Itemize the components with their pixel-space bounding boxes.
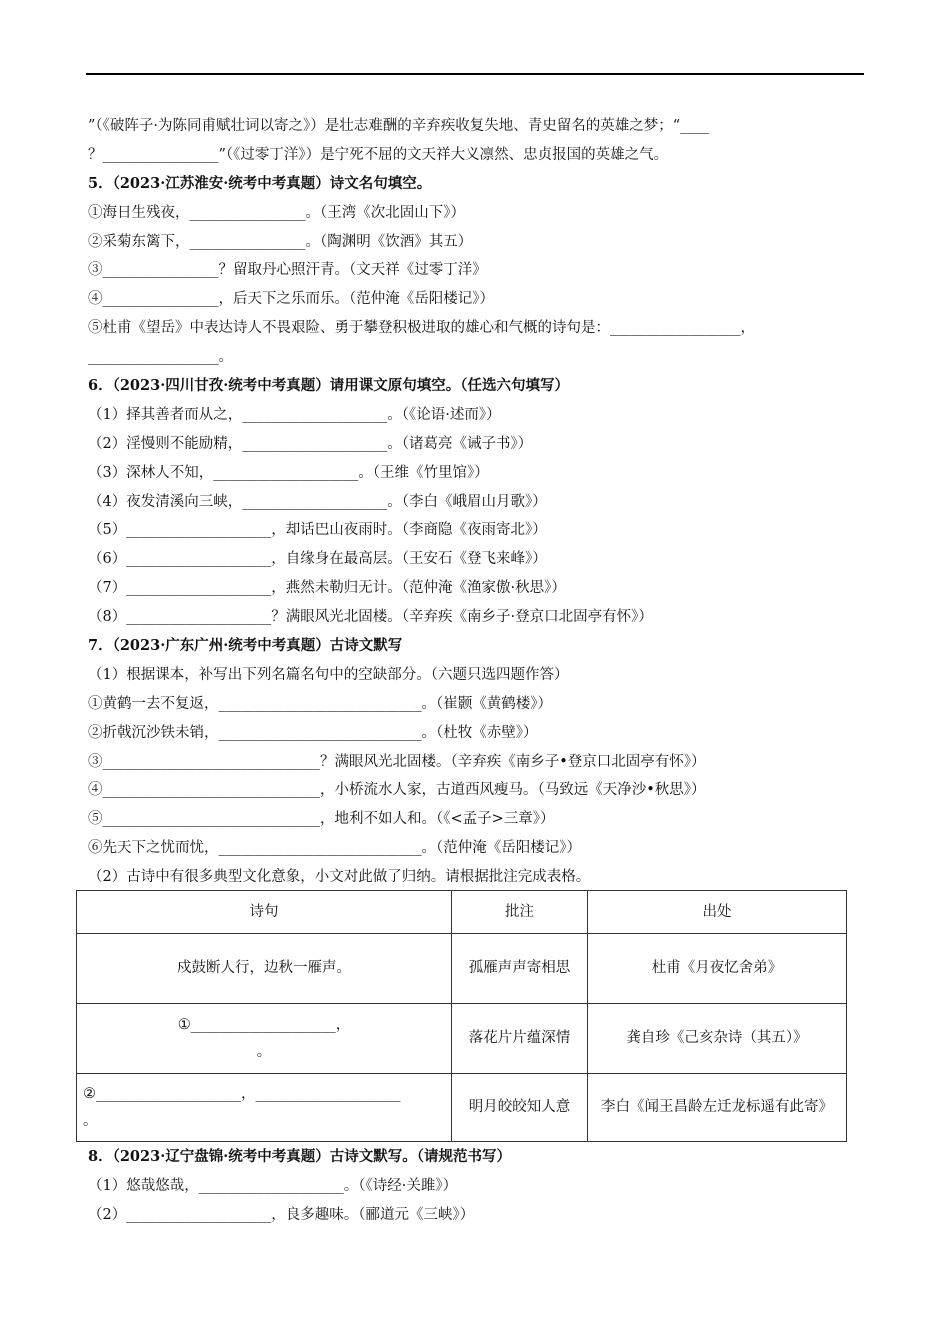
note-cell: 落花片片蕴深情 [452, 1004, 588, 1074]
table-row [77, 1074, 847, 1142]
text-line: （2）____________________，良多趣味。（郦道元《三峡》） [88, 1206, 475, 1223]
text-line: （2）淫慢则不能励精，____________________。（诸葛亮《诫子书》） [88, 435, 533, 452]
text-line: ③________________？留取丹心照汗青。（文天祥《过零丁洋》 [88, 262, 487, 279]
question-heading-7: 7．（2023·广东广州·统考中考真题）古诗文默写 [88, 637, 403, 655]
text-line: ④______________________________，小桥流水人家，古道西风瘦马。（马致远《天净沙•秋思》） [88, 782, 706, 799]
poem-cell [77, 1074, 452, 1142]
table-header: 批注 [452, 891, 588, 934]
text-line: ①黄鹤一去不复返，____________________________。（崔颢《黄鹤楼》） [88, 695, 552, 712]
imagery-table [76, 890, 847, 1142]
question-block-8 [88, 1143, 858, 1230]
text-line: （7）____________________，燕然未勒归无计。（范仲淹《渔家傲·秋思》） [88, 580, 566, 597]
table-header-row [77, 891, 847, 934]
question-heading-5: 5．（2023·江苏淮安·统考中考真题）诗文名句填空。 [88, 174, 432, 192]
header-rule [86, 73, 864, 75]
text-line: __________________。 [88, 349, 233, 366]
text-line: （4）夜发清溪向三峡，____________________。（李白《峨眉山月歌》） [88, 493, 547, 510]
text-line: （8）____________________？满眼风光北固楼。（辛弃疾《南乡子·登京口北固亭有怀》） [88, 609, 653, 626]
text-line: ④________________，后天下之乐而乐。（范仲淹《岳阳楼记》） [88, 291, 494, 308]
note-cell: 明月皎皎知人意 [452, 1074, 588, 1142]
text-line: （3）深林人不知，____________________。（王维《竹里馆》） [88, 464, 489, 481]
text-line: ⑥先天下之忧而忧，____________________________。（范仲淹《岳阳楼记》） [88, 840, 581, 857]
text-line: （2）古诗中有很多典型文化意象，小文对此做了归纳。请根据批注完成表格。 [88, 869, 591, 886]
text-line: ？________________”（《过零丁洋》）是宁死不屈的文天祥大义凛然、忠贞报国的英雄之气。 [88, 146, 669, 163]
poem-blank-end: 。 [83, 1112, 98, 1129]
question-heading-6: 6．（2023·四川甘孜·统考中考真题）请用课文原句填空。（任选六句填写） [88, 377, 570, 395]
table-header: 诗句 [77, 891, 452, 934]
question-block [88, 112, 858, 892]
poem-cell [77, 1004, 452, 1074]
text-line: （1）择其善者而从之，____________________。（《论语·述而》） [88, 406, 501, 423]
text-line: （5）____________________，却话巴山夜雨时。（李商隐《夜雨寄北》） [88, 522, 547, 539]
poem-blank-end: 。 [256, 1043, 272, 1060]
text-line: ⑤杜甫《望岳》中表达诗人不畏艰险、勇于攀登积极进取的雄心和气概的诗句是：__________________， [88, 320, 755, 337]
text-line: ①海日生残夜，________________。（王湾《次北固山下》） [88, 204, 465, 221]
text-line: ⑤______________________________，地利不如人和。（《<孟子>三章》） [88, 811, 555, 828]
table-header: 出处 [588, 891, 847, 934]
text-line: （1）悠哉悠哉，____________________。（《诗经·关雎》） [88, 1177, 458, 1194]
question-heading-8: 8．（2023·辽宁盘锦·统考中考真题）古诗文默写。（请规范书写） [88, 1148, 512, 1165]
text-line: ②采菊东篱下，________________。（陶渊明《饮酒》其五） [88, 233, 473, 250]
text-line: ”（《破阵子·为陈同甫赋壮词以寄之》）是壮志难酬的辛弃疾收复失地、青史留名的英雄之梦；“____ [88, 118, 710, 134]
source-cell: 李白《闻王昌龄左迁龙标遥有此寄》 [588, 1074, 847, 1142]
source-cell: 龚自珍《己亥杂诗（其五）》 [588, 1004, 847, 1074]
text-line: ②折戟沉沙铁未销，____________________________。（杜牧《赤壁》） [88, 724, 538, 741]
table-row [77, 934, 847, 1004]
table-row [77, 1004, 847, 1074]
source-cell: 杜甫《月夜忆舍弟》 [588, 934, 847, 1004]
poem-blank-line: ①____________________， [177, 1016, 351, 1033]
note-cell: 孤雁声声寄相思 [452, 934, 588, 1004]
poem-blank-line: ②____________________，____________________ [83, 1085, 401, 1102]
text-line: （1）根据课本，补写出下列名篇名句中的空缺部分。（六题只选四题作答） [88, 666, 569, 683]
text-line: （6）____________________，自缘身在最高层。（王安石《登飞来峰》） [88, 551, 547, 568]
text-line: ③______________________________？满眼风光北固楼。（辛弃疾《南乡子•登京口北固亭有怀》） [88, 753, 706, 770]
poem-cell: 戍鼓断人行，边秋一雁声。 [77, 934, 452, 1004]
